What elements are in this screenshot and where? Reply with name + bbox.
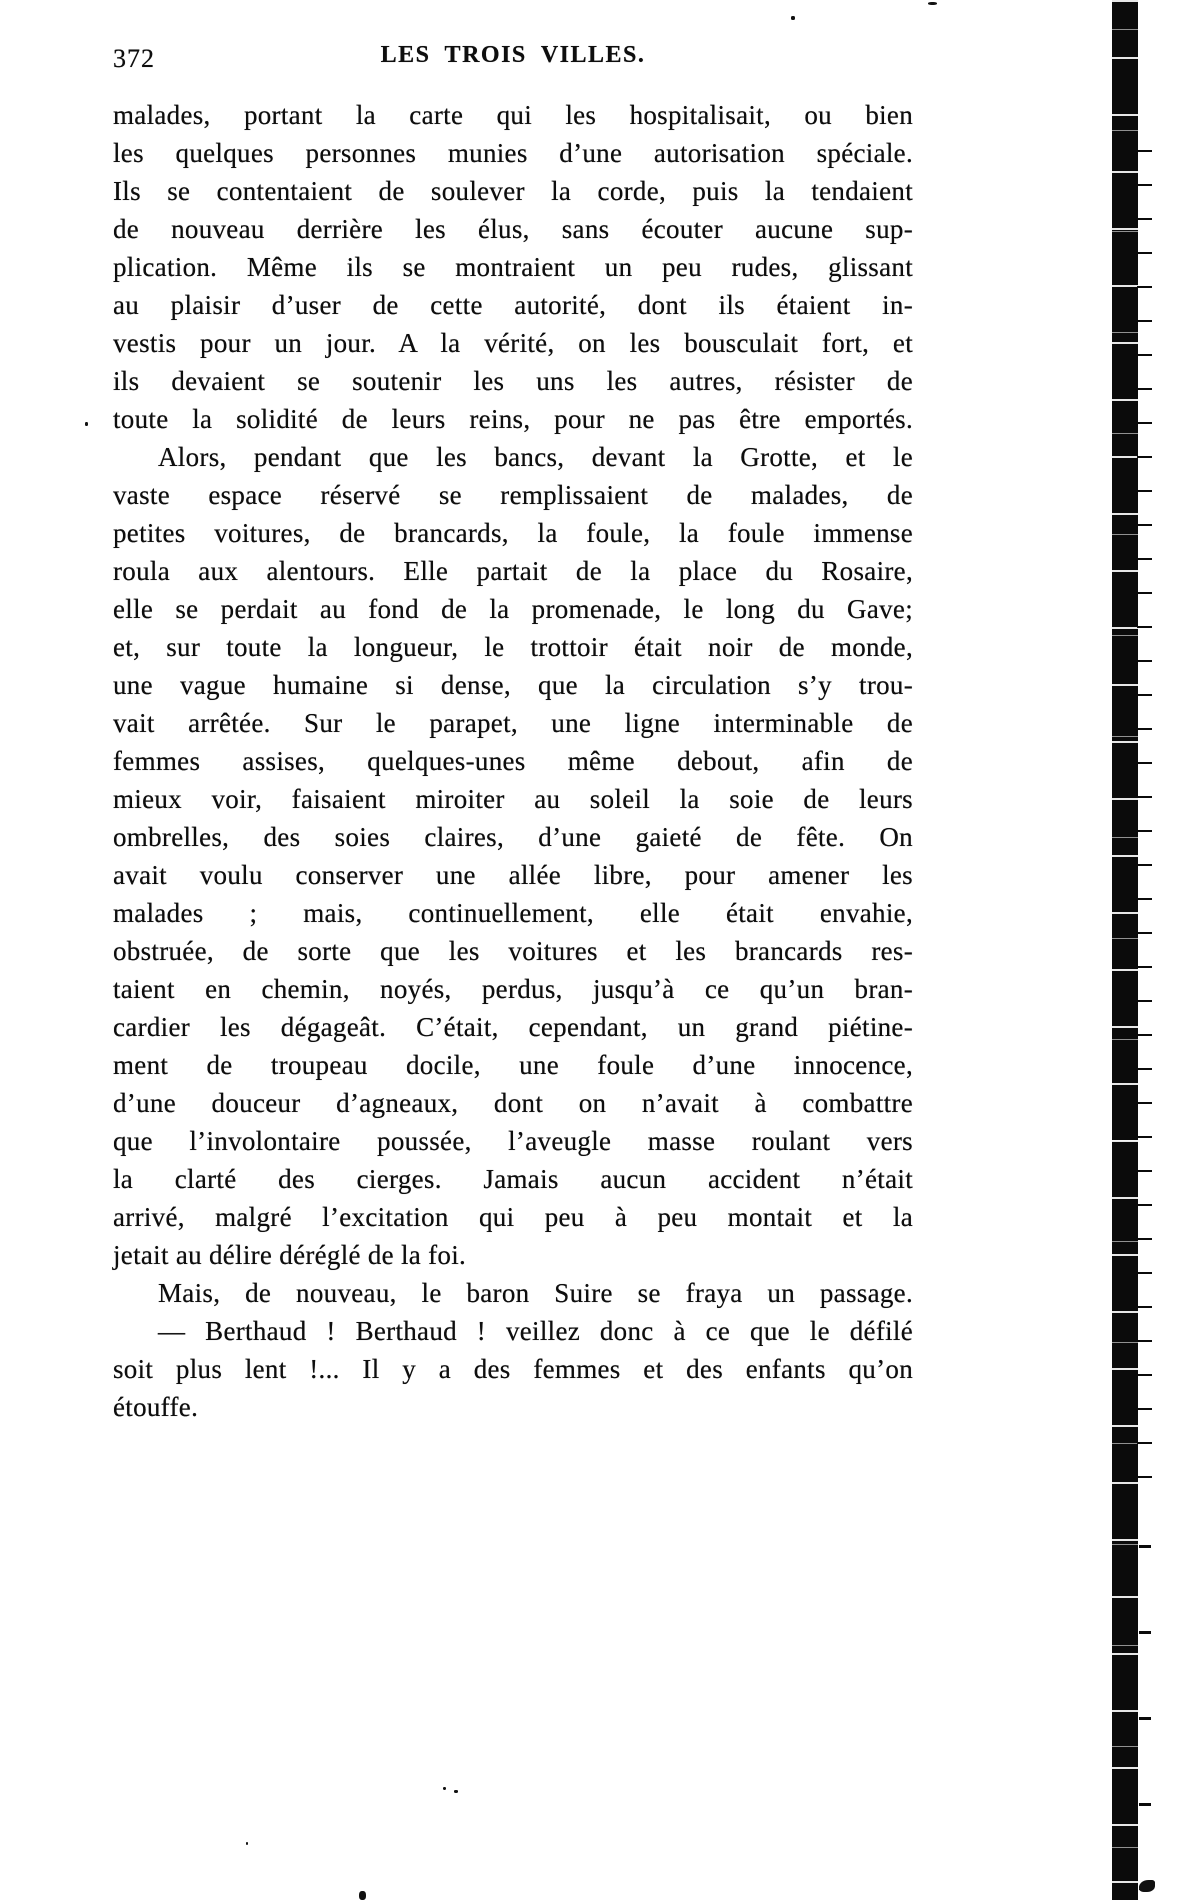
text-line: elle se perdait au fond de la promenade, le long du Gave; — [113, 594, 913, 624]
text-line: obstruée, de sorte que les voitures et les brancards res- — [113, 936, 913, 966]
text-line: toute la solidité de leurs reins, pour ne pas être emportés. — [113, 404, 913, 434]
scan-speck — [246, 1842, 248, 1845]
text-line: Alors, pendant que les bancs, devant la Grotte, et le — [158, 442, 913, 472]
text-line: malades, portant la carte qui les hospitalisait, ou bien — [113, 100, 913, 130]
text-line: une vague humaine si dense, que la circulation s’y trou- — [113, 670, 913, 700]
text-line: et, sur toute la longueur, le trottoir était noir de monde, — [113, 632, 913, 662]
text-line: Ils se contentaient de soulever la corde, puis la tendaient — [113, 176, 913, 206]
text-line: jetait au délire déréglé de la foi. — [113, 1240, 467, 1270]
text-line: — Berthaud ! Berthaud ! veillez donc à ce que le défilé — [158, 1316, 913, 1346]
scan-speck — [443, 1787, 446, 1790]
text-line: étouffe. — [113, 1392, 199, 1422]
text-line: vestis pour un jour. A la vérité, on les bousculait fort, et — [113, 328, 913, 358]
text-line: soit plus lent !... Il y a des femmes et des enfants qu’on — [113, 1354, 913, 1384]
book-edge-scan-band — [1112, 0, 1138, 1900]
text-line: ombrelles, des soies claires, d’une gaieté de fête. On — [113, 822, 913, 852]
text-line: la clarté des cierges. Jamais aucun accident n’était — [113, 1164, 913, 1194]
text-line: les quelques personnes munies d’une autorisation spéciale. — [113, 138, 913, 168]
running-title: LES TROIS VILLES. — [380, 42, 646, 68]
text-line: d’une douceur d’agneaux, dont on n’avait à combattre — [113, 1088, 913, 1118]
page-body — [113, 96, 913, 1426]
paragraph — [113, 438, 913, 1274]
scan-speck — [928, 2, 937, 5]
text-line: cardier les dégageât. C’était, cependant, un grand piétine- — [113, 1012, 913, 1042]
text-line: petites voitures, de brancards, la foule, la foule immense — [113, 518, 913, 548]
text-line: ment de troupeau docile, une foule d’une innocence, — [113, 1050, 913, 1080]
text-line: vaste espace réservé se remplissaient de malades, de — [113, 480, 913, 510]
text-line: ils devaient se soutenir les uns les autres, résister de — [113, 366, 913, 396]
paragraph — [113, 1312, 913, 1426]
scan-speck — [791, 16, 795, 20]
page-edge-ticks-lower — [1139, 1545, 1151, 1890]
text-line: femmes assises, quelques-unes même debout, afin de — [113, 746, 913, 776]
scan-speck — [359, 1891, 366, 1900]
text-line: roula aux alentours. Elle partait de la place du Rosaire, — [113, 556, 913, 586]
page-number: 372 — [113, 44, 155, 73]
text-line: au plaisir d’user de cette autorité, dont ils étaient in- — [113, 290, 913, 320]
text-line: plication. Même ils se montraient un peu rudes, glissant — [113, 252, 913, 282]
running-head — [113, 42, 913, 76]
paragraph — [113, 1274, 913, 1312]
text-line: arrivé, malgré l’excitation qui peu à peu montait et la — [113, 1202, 913, 1232]
scan-speck — [1139, 1880, 1155, 1892]
page-edge-ticks — [1137, 150, 1152, 1510]
text-line: mieux voir, faisaient miroiter au soleil la soie de leurs — [113, 784, 913, 814]
text-line: que l’involontaire poussée, l’aveugle masse roulant vers — [113, 1126, 913, 1156]
scan-speck — [85, 422, 88, 426]
text-line: avait voulu conserver une allée libre, pour amener les — [113, 860, 913, 890]
text-line: malades ; mais, continuellement, elle était envahie, — [113, 898, 913, 928]
text-line: de nouveau derrière les élus, sans écouter aucune sup- — [113, 214, 913, 244]
paragraph — [113, 96, 913, 438]
text-line: taient en chemin, noyés, perdus, jusqu’à ce qu’un bran- — [113, 974, 913, 1004]
text-line: vait arrêtée. Sur le parapet, une ligne interminable de — [113, 708, 913, 738]
scan-speck — [454, 1790, 458, 1793]
text-line: Mais, de nouveau, le baron Suire se fraya un passage. — [158, 1278, 913, 1308]
